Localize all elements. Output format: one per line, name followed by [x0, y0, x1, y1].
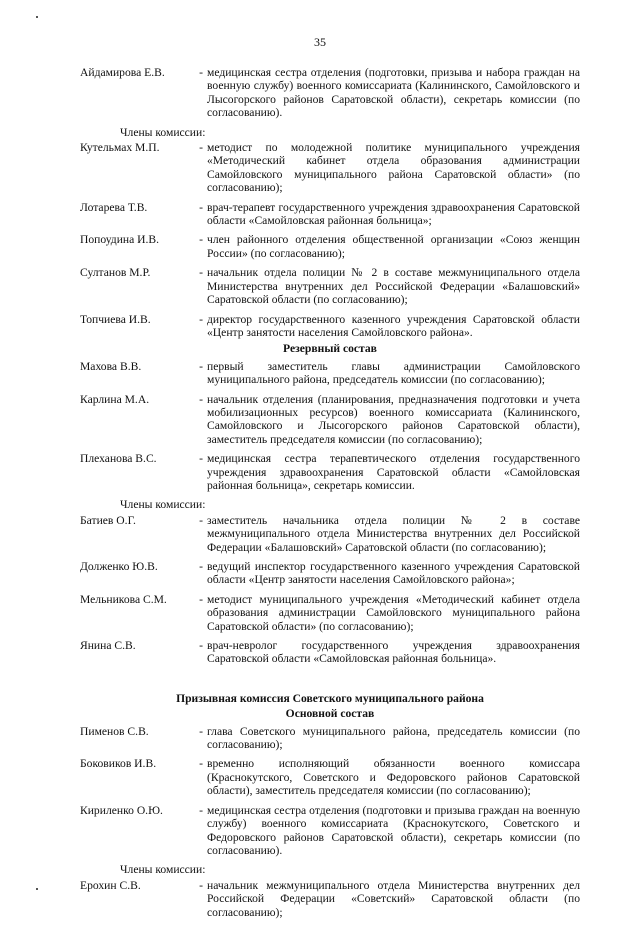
person-name: Султанов М.Р.: [80, 266, 151, 280]
dash: -: [199, 312, 203, 326]
person-name: Кутельмах М.П.: [80, 141, 160, 155]
person-name: Ерохин С.В.: [80, 878, 141, 892]
person-name: Кириленко О.Ю.: [80, 803, 163, 817]
person-role: заместитель начальника отдела полиции № 2 в составе межмуниципального отдела Министерства внутренних дел Российской Федерации «Балашовский» Саратовской области (по согласованию);: [207, 513, 580, 554]
dash: -: [199, 266, 203, 280]
list-item: [80, 201, 580, 228]
document-body: [80, 66, 580, 925]
members-label: Члены комиссии:: [120, 863, 206, 877]
list-item: [80, 725, 580, 752]
person-role: начальник отделения (планирования, предназначения подготовки и учета мобилизационных ресурсов) военного комиссариата (Калининского, Самойловского и Лысогорского районов Саратовской области), заместитель председателя комиссии (по согласованию);: [207, 392, 580, 446]
commission-heading: Призывная комиссия Советского муниципального района: [176, 691, 484, 705]
dash: -: [199, 639, 203, 653]
person-name: Лотарева Т.В.: [80, 200, 148, 214]
dash: -: [199, 878, 203, 892]
list-item: [80, 560, 580, 587]
person-role: глава Советского муниципального района, председатель комиссии (по согласованию);: [207, 724, 580, 752]
person-name: Плеханова В.С.: [80, 452, 157, 466]
list-item: [80, 593, 580, 633]
list-item: [80, 393, 580, 447]
list-item: [80, 66, 580, 120]
dash: -: [199, 452, 203, 466]
list-item: [80, 804, 580, 858]
list-item: [80, 639, 580, 666]
dash: -: [199, 513, 203, 527]
person-name: Мельникова С.М.: [80, 592, 167, 606]
dash: -: [199, 200, 203, 214]
person-role: методист муниципального учреждения «Методический кабинет отдела образования администрации Самойловского муниципального района Саратовской области» (по согласованию);: [207, 592, 580, 633]
dash: -: [199, 560, 203, 573]
list-item: [80, 452, 580, 492]
person-name: Пименов С.В.: [80, 724, 149, 738]
person-name: Карлина М.А.: [80, 392, 150, 406]
members-label: Члены комиссии:: [120, 498, 206, 512]
person-name: Махова В.В.: [80, 359, 142, 373]
person-name: Попоудина И.В.: [80, 233, 160, 247]
dash: -: [199, 233, 203, 247]
list-item: [80, 233, 580, 260]
list-item: [80, 757, 580, 797]
dash: -: [199, 141, 203, 155]
list-item: [80, 360, 580, 387]
dash: -: [199, 592, 203, 606]
person-role: директор государственного казенного учреждения Саратовской области «Центр занятости населения Самойловского района».: [207, 312, 580, 339]
list-item: [80, 141, 580, 195]
person-role: медицинская сестра отделения (подготовки, призыва и набора граждан на военную службу) военного комиссариата (Калининского, Самойловского и Лысогорского районов Саратовской области), секретарь комиссии (по согласованию).: [207, 66, 580, 120]
person-name: Айдамирова Е.В.: [80, 66, 165, 79]
person-role: первый заместитель главы администрации Самойловского муниципального района, председатель комиссии (по согласованию);: [207, 359, 580, 387]
person-role: ведущий инспектор государственного казенного учреждения Саратовской области «Центр занятости населения Самойловского района»;: [207, 560, 580, 587]
person-name: Топчиева И.В.: [80, 312, 151, 326]
dash: -: [199, 392, 203, 406]
person-role: начальник межмуниципального отдела Министерства внутренних дел Российской Федерации «Советский» Саратовской области (по согласованию);: [207, 878, 580, 919]
dash: -: [199, 724, 203, 738]
person-role: медицинская сестра терапевтического отделения государственного учреждения здравоохранения Саратовской области «Самойловская районная больница», секретарь комиссии.: [207, 452, 580, 492]
dash: -: [199, 359, 203, 373]
list-item: [80, 313, 580, 340]
dash: -: [199, 757, 203, 771]
person-role: врач-невролог государственного учреждения здравоохранения Саратовской области «Самойловская районная больница».: [207, 639, 580, 666]
person-role: временно исполняющий обязанности военного комиссара (Краснокутского, Советского и Федоровского районов Саратовской области), заместитель председателя комиссии (по согласованию);: [207, 757, 580, 798]
person-role: медицинская сестра отделения (подготовки и призыва граждан на военную службу) военного комиссариата (Краснокутского, Советского и Федоровского районов Саратовской области), секретарь комиссии (по согласованию).: [207, 803, 580, 857]
list-item: [80, 879, 580, 919]
person-role: врач-терапевт государственного учреждения здравоохранения Саратовской области «Самойловская районная больница»;: [207, 200, 580, 228]
dash: -: [199, 803, 203, 817]
person-name: Долженко Ю.В.: [80, 560, 158, 573]
scan-speck: [36, 888, 38, 890]
page-number: 35: [314, 35, 326, 49]
person-role: методист по молодежной политике муниципального учреждения «Методический кабинет отдела образования администрации Самойловского муниципального района Саратовской области» (по согласованию);: [207, 141, 580, 195]
members-label: Члены комиссии:: [120, 125, 206, 139]
person-role: член районного отделения общественной организации «Союз женщин России» (по согласованию);: [207, 233, 580, 260]
person-role: начальник отдела полиции № 2 в составе межмуниципального отдела Министерства внутренних дел Российской Федерации «Балашовский» Саратовской области (по согласованию);: [207, 266, 580, 307]
section-heading: Основной состав: [285, 707, 375, 721]
scan-speck: [36, 16, 38, 18]
person-name: Боковиков И.В.: [80, 757, 157, 771]
list-item: [80, 514, 580, 554]
section-heading: Резервный состав: [283, 342, 377, 356]
person-name: Янина С.В.: [80, 639, 136, 653]
person-name: Батиев О.Г.: [80, 513, 136, 527]
dash: -: [199, 66, 203, 79]
list-item: [80, 266, 580, 306]
